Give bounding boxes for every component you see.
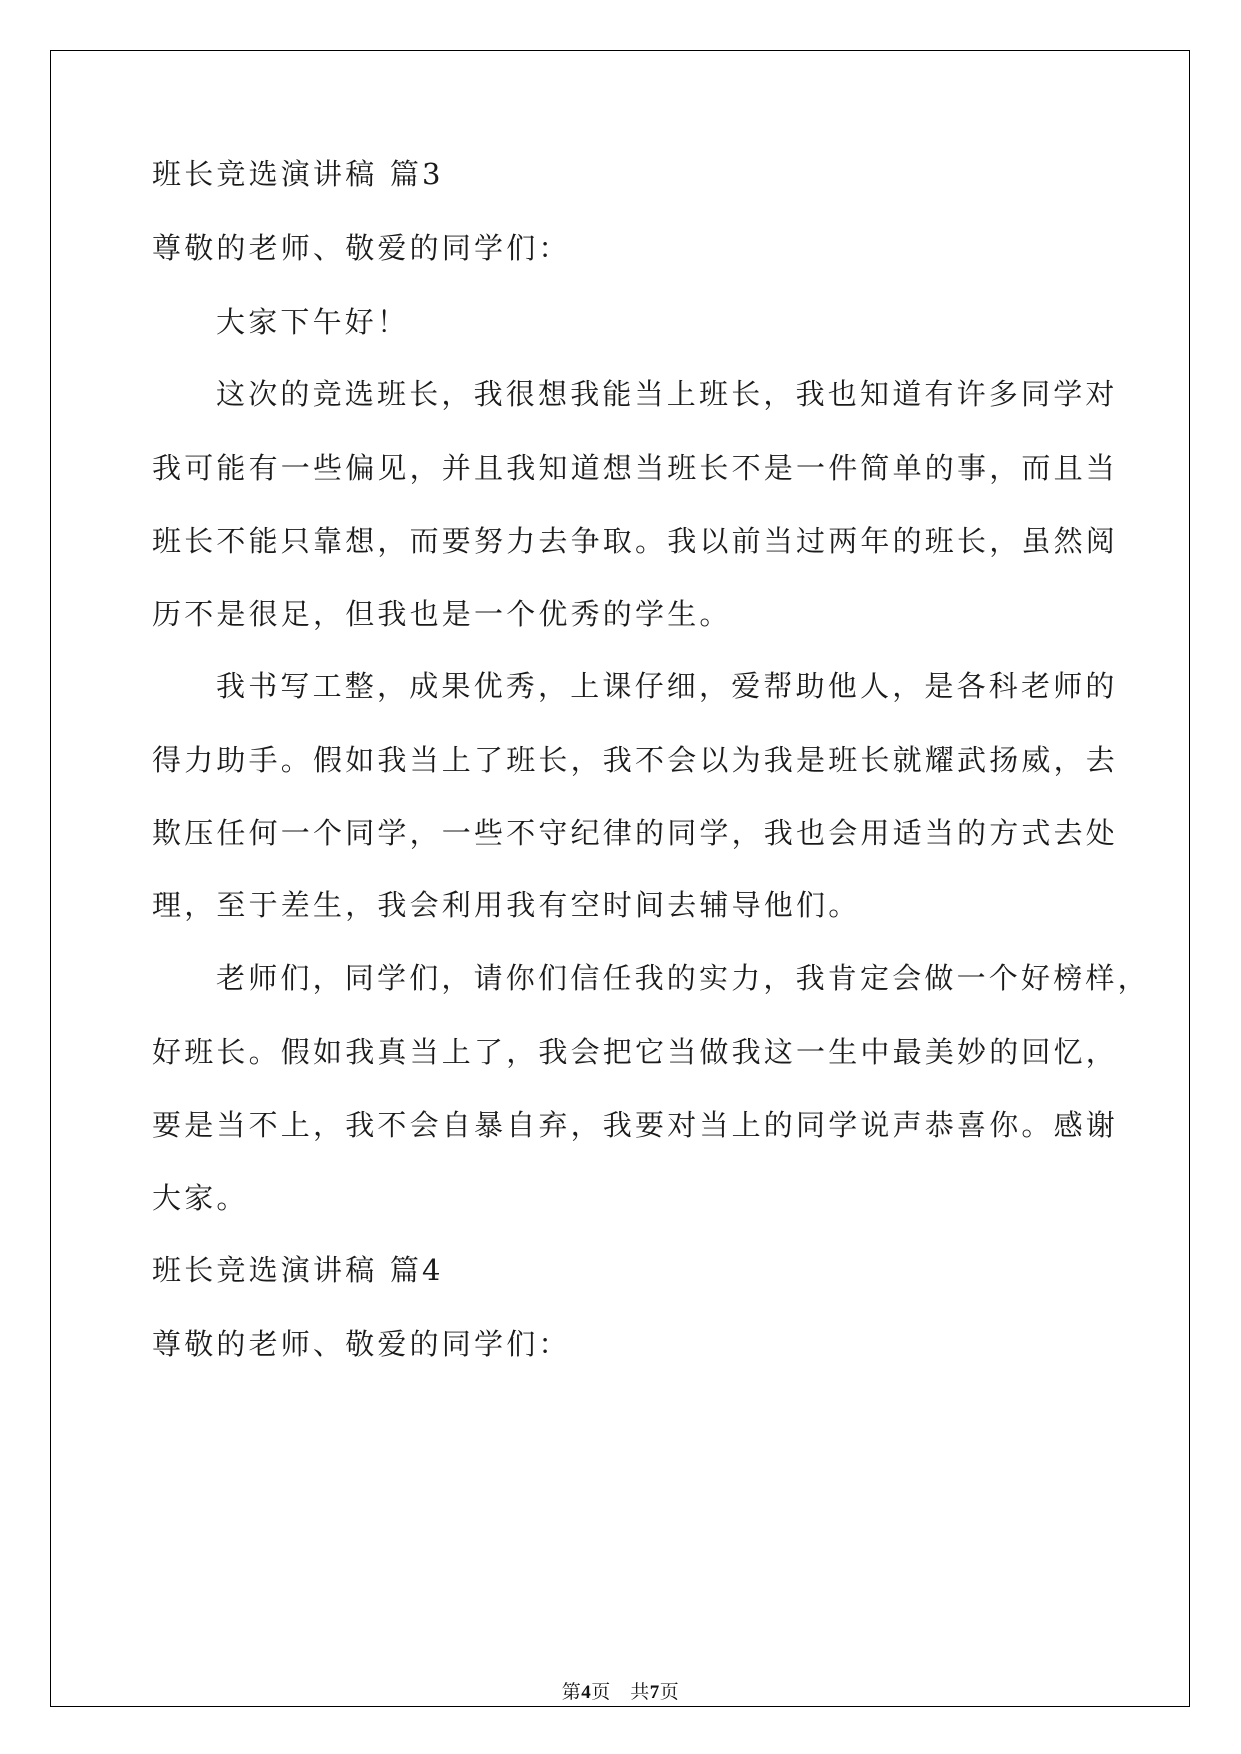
paragraph-line: 得力助手。假如我当上了班长，我不会以为我是班长就耀武扬威，去 (152, 743, 1119, 777)
salutation: 尊敬的老师、敬爱的同学们： (152, 1327, 571, 1361)
section-heading-4: 班长竞选演讲稿 篇4 (152, 1253, 444, 1287)
footer-middle: 页 共 (591, 1682, 650, 1703)
greeting: 大家下午好！ (216, 305, 410, 339)
paragraph-line: 好班长。假如我真当上了，我会把它当做我这一生中最美妙的回忆， (152, 1035, 1119, 1069)
paragraph-line: 我可能有一些偏见，并且我知道想当班长不是一件简单的事，而且当 (152, 451, 1119, 485)
paragraph-line: 理，至于差生，我会利用我有空时间去辅导他们。 (152, 888, 861, 922)
paragraph-line: 班长不能只靠想，而要努力去争取。我以前当过两年的班长，虽然阅 (152, 524, 1119, 558)
footer-suffix: 页 (659, 1682, 680, 1703)
paragraph-line: 大家。 (152, 1181, 249, 1215)
paragraph-line: 欺压任何一个同学，一些不守纪律的同学，我也会用适当的方式去处 (152, 816, 1119, 850)
paragraph-line: 老师们，同学们，请你们信任我的实力，我肯定会做一个好榜样， (216, 961, 1150, 995)
paragraph-line: 这次的竞选班长，我很想我能当上班长，我也知道有许多同学对 (216, 377, 1118, 411)
page-number-footer (0, 1677, 1241, 1704)
paragraph-line: 历不是很足，但我也是一个优秀的学生。 (152, 597, 732, 631)
footer-prefix: 第 (561, 1682, 582, 1703)
total-page-count: 7 (649, 1682, 660, 1703)
paragraph-line: 我书写工整，成果优秀，上课仔细，爱帮助他人，是各科老师的 (216, 669, 1118, 703)
current-page-number: 4 (581, 1682, 592, 1703)
salutation: 尊敬的老师、敬爱的同学们： (152, 231, 571, 265)
section-heading-3: 班长竞选演讲稿 篇3 (152, 157, 444, 191)
paragraph-line: 要是当不上，我不会自暴自弃，我要对当上的同学说声恭喜你。感谢 (152, 1108, 1119, 1142)
page-border (50, 50, 1190, 1707)
